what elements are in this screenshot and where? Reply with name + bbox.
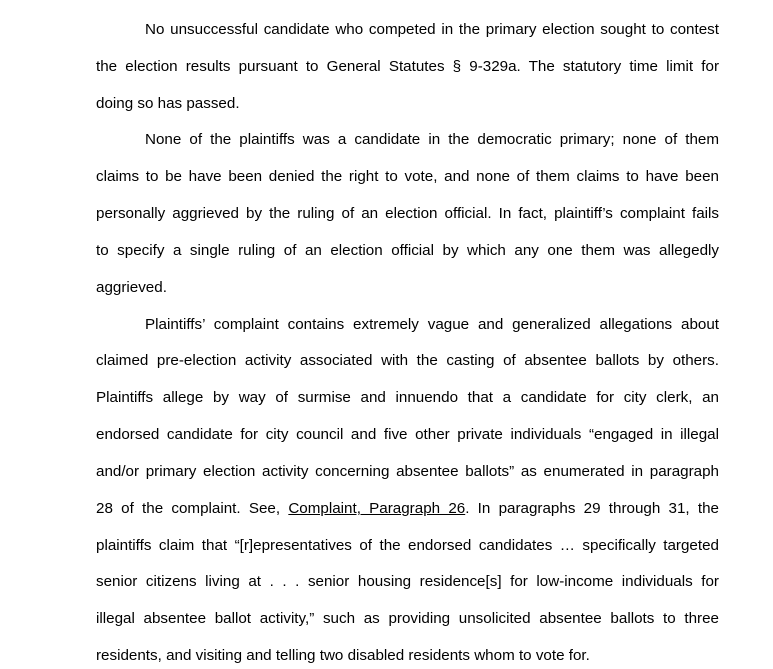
complaint-citation: Complaint, Paragraph 26 xyxy=(288,500,466,517)
paragraph-2-line-2: claims to be have been denied the right to vote, and none of them claims to have been xyxy=(96,168,719,185)
paragraph-1-line-3: doing so has passed. xyxy=(96,95,240,112)
paragraph-3-line-5: and/or primary election activity concerning absentee ballots” as enumerated in paragraph xyxy=(96,463,719,480)
paragraph-1-line-2: the election results pursuant to General Statutes § 9-329a. The statutory time limit for xyxy=(96,58,719,75)
paragraph-3-line-10: residents, and visiting and telling two disabled residents whom to vote for. xyxy=(96,647,590,664)
paragraph-2-line-3: personally aggrieved by the ruling of an election official. In fact, plaintiff’s complaint fails xyxy=(96,205,719,222)
paragraph-3-line-8: senior citizens living at . . . senior housing residence[s] for low-income individuals for xyxy=(96,573,719,590)
paragraph-2-line-1: None of the plaintiffs was a candidate in the democratic primary; none of them xyxy=(145,131,719,148)
citation-line-before: 28 of the complaint. See, xyxy=(96,500,289,517)
paragraph-1-line-1: No unsuccessful candidate who competed in the primary election sought to contest xyxy=(145,21,719,38)
paragraph-2-line-4: to specify a single ruling of an election official by which any one them was allegedly xyxy=(96,242,719,259)
paragraph-3-line-4: endorsed candidate for city council and five other private individuals “engaged in illegal xyxy=(96,426,719,443)
paragraph-3-line-7: plaintiffs claim that “[r]epresentatives of the endorsed candidates … specifically targeted xyxy=(96,537,719,554)
paragraph-3-line-3: Plaintiffs allege by way of surmise and innuendo that a candidate for city clerk, an xyxy=(96,389,719,406)
paragraph-3-line-2: claimed pre-election activity associated with the casting of absentee ballots by others. xyxy=(96,352,719,369)
paragraph-2-line-5: aggrieved. xyxy=(96,279,167,296)
paragraph-3-line-9: illegal absentee ballot activity,” such as providing unsolicited absentee ballots to three xyxy=(96,610,719,627)
citation-line-after: . In paragraphs 29 through 31, the xyxy=(465,500,719,517)
paragraph-3-line-1: Plaintiffs’ complaint contains extremely vague and generalized allegations about xyxy=(145,316,719,333)
paragraph-3-citation-line xyxy=(96,498,719,520)
